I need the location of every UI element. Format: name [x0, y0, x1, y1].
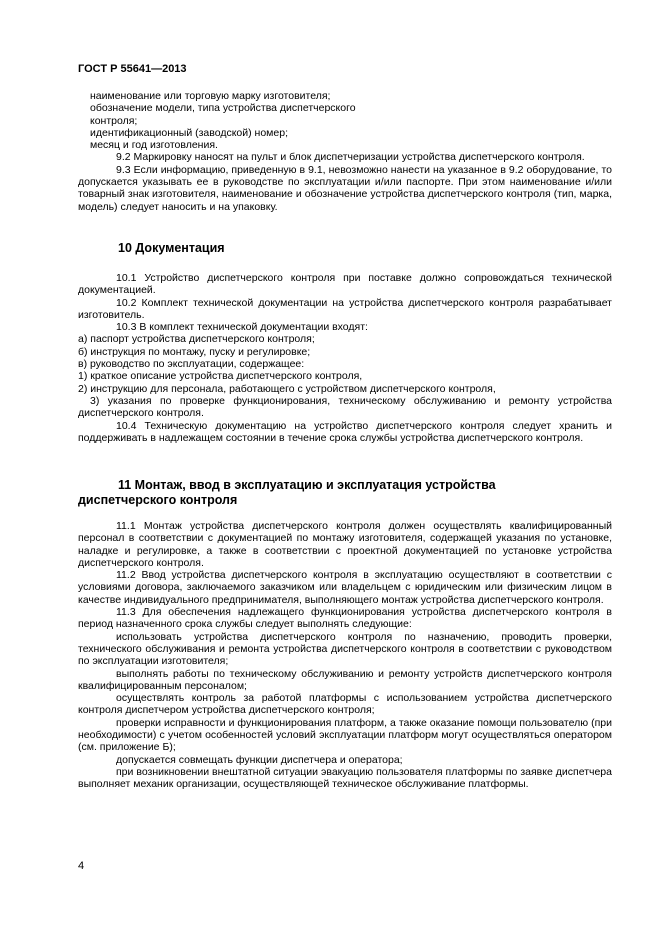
section11-body [78, 520, 612, 791]
list-item: при возникновении внештатной ситуации эвакуацию пользователя платформы по заявке диспетчера выполняет механик организации, осуществляющей техническое обслуживание платформы. [78, 765, 612, 791]
marking-list [78, 90, 612, 151]
list-item: в) руководство по эксплуатации, содержащее: [78, 358, 305, 371]
list-item: а) паспорт устройства диспетчерского контроля; [78, 333, 315, 346]
list-item: проверки исправности и функционирования платформ, а также оказание помощи пользователю (при необходимости) с учетом особенностей условий эксплуатации платформ могут осуществляться оператором (см. приложение Б); [78, 716, 612, 754]
section11-title-line1: 11 Монтаж, ввод в эксплуатацию и эксплуатация устройства [118, 478, 496, 492]
list-item: использовать устройства диспетчерского контроля по назначению, проводить проверки, технического обслуживания и ремонта устройства диспетчерского контроля в соответствии с руководством по эксплуатации изготовителя; [78, 630, 612, 668]
section10-body [78, 272, 612, 444]
list-item: обозначение модели, типа устройства диспетчерского [90, 102, 356, 115]
list-item: 1) краткое описание устройства диспетчерского контроля, [78, 370, 363, 383]
list-item: 3) указания по проверке функционирования, техническому обслуживанию и ремонту устройства диспетчерского контроля. [78, 394, 612, 420]
paragraph-10-1: 10.1 Устройство диспетчерского контроля при поставке должно сопровождаться технической документацией. [78, 272, 612, 297]
section11-title [78, 478, 612, 508]
paragraph-9-3: 9.3 Если информацию, приведенную в 9.1, невозможно нанести на указанное в 9.2 оборудование, то допускается указывать ее в руководстве по эксплуатации и/или паспорте. При этом наименование и/или товарный знак изготовителя, наименование и обозначение устройства диспетчерского контроля (тип, марка, модель) следует наносить и на упаковку. [78, 163, 612, 213]
paragraph-10-2: 10.2 Комплект технической документации на устройства диспетчерского контроля разрабатывает изготовитель. [78, 296, 612, 321]
section9-continuation [78, 90, 612, 213]
paragraph-10-3: 10.3 В комплект технической документации входят: [116, 321, 368, 334]
list-item: б) инструкция по монтажу, пуску и регулировке; [78, 345, 311, 358]
paragraph-9-2: 9.2 Маркировку наносят на пульт и блок диспетчеризации устройства диспетчерского контроля. [116, 151, 585, 164]
list-item: 2) инструкцию для персонала, работающего с устройством диспетчерского контроля, [78, 382, 496, 395]
paragraph-10-4: 10.4 Техническую документацию на устройство диспетчерского контроля следует хранить и поддерживать в надлежащем состоянии в течение срока службы устройства диспетчерского контроля. [78, 419, 612, 444]
list-item: контроля; [90, 114, 138, 127]
list-item: выполнять работы по техническому обслуживанию и ремонту устройств диспетчерского контроля квалифицированным персоналом; [78, 667, 612, 692]
list-item: осуществлять контроль за работой платформы с использованием устройства диспетчерского контроля диспетчером устройства диспетчерского контроля; [78, 692, 612, 717]
paragraph-11-3: 11.3 Для обеспечения надлежащего функционирования устройства диспетчерского контроля в период назначенного срока службы следует выполнять следующие: [78, 606, 612, 631]
document-header: ГОСТ Р 55641—2013 [78, 63, 187, 75]
section10-title: 10 Документация [118, 241, 225, 255]
page-number: 4 [78, 860, 85, 872]
paragraph-11-1: 11.1 Монтаж устройства диспетчерского контроля должен осуществлять квалифицированный персонал в соответствии с документацией по монтажу изготовителя, содержащей указания по установке, наладке и регулировке, а также в соответствии с проектной документацией по установке устройства диспетчерского контроля. [78, 520, 612, 569]
paragraph-11-2: 11.2 Ввод устройства диспетчерского контроля в эксплуатацию осуществляют в соответствии с условиями договора, заключаемого заказчиком или владельцем с юридическим или физическим лицом в качестве индивидуального предпринимателя, выполняющего монтаж устройства диспетчерского контроля. [78, 569, 612, 606]
list-item: идентификационный (заводской) номер; [90, 126, 288, 139]
list-item: месяц и год изготовления. [90, 139, 218, 152]
list-item: допускается совмещать функции диспетчера и оператора; [116, 753, 403, 766]
list-item: наименование или торговую марку изготовителя; [90, 90, 331, 102]
section11-title-line2: диспетчерского контроля [78, 493, 238, 507]
